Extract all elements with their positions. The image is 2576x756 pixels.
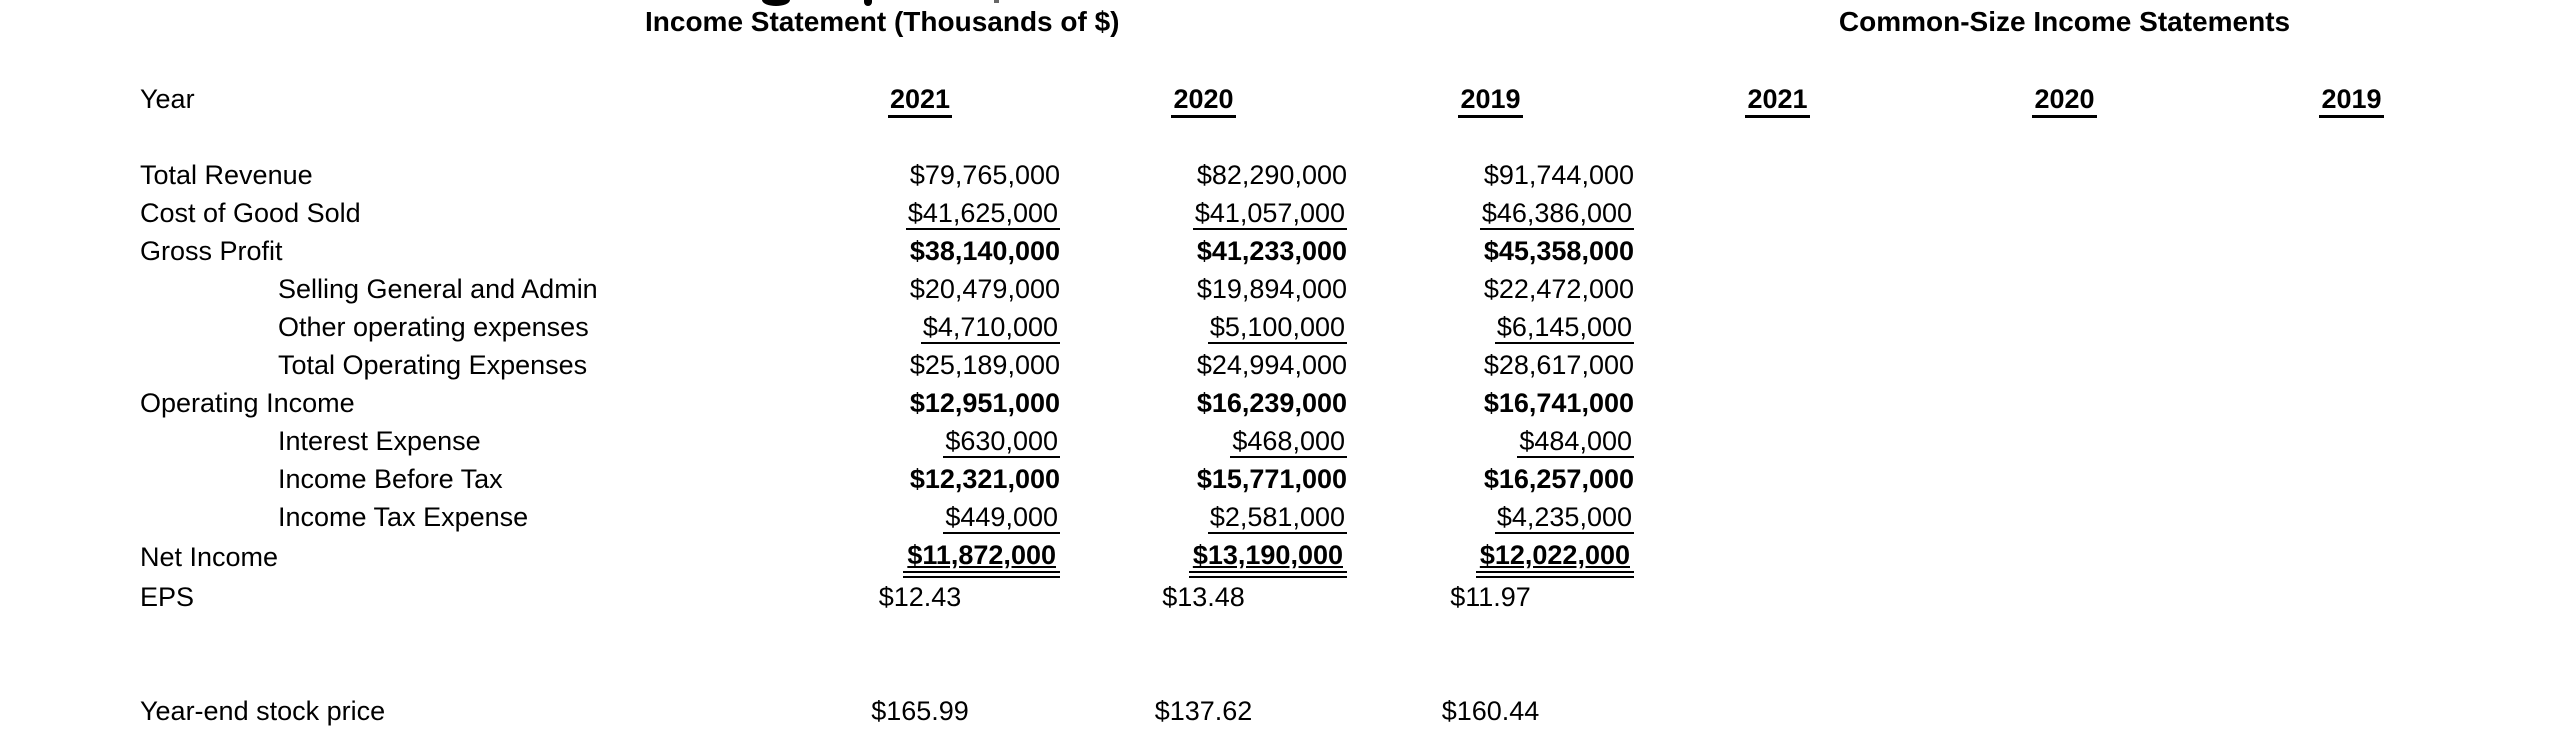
- row-label[interactable]: Net Income: [140, 542, 279, 572]
- cell-2020[interactable]: [1060, 692, 1347, 730]
- cell-2021[interactable]: [780, 422, 1060, 460]
- row-income-before-tax: [0, 460, 2495, 498]
- cell-2021[interactable]: [780, 498, 1060, 536]
- row-label[interactable]: Income Tax Expense: [278, 502, 529, 532]
- row-selling-general-admin: [0, 270, 2495, 308]
- empty-cell: [1921, 498, 2208, 536]
- empty-cell: [1634, 384, 1921, 422]
- cell-value: $11.97: [1450, 582, 1531, 612]
- empty-cell: [1921, 308, 2208, 346]
- empty-cell: [1921, 692, 2208, 730]
- row-label[interactable]: Year-end stock price: [140, 696, 386, 726]
- year-header-value: 2021: [1745, 84, 1809, 118]
- empty-cell: [1634, 460, 1921, 498]
- common-size-year-header-2020[interactable]: [1921, 80, 2208, 118]
- cell-2019[interactable]: [1347, 346, 1634, 384]
- cell-2020[interactable]: [1060, 578, 1347, 616]
- cell-value: $41,625,000: [907, 198, 1058, 228]
- cell-value: $468,000: [1232, 426, 1345, 456]
- empty-cell: [2208, 460, 2495, 498]
- income-statement-table: [0, 80, 2495, 730]
- cell-2020[interactable]: [1060, 498, 1347, 536]
- income-statement-title: Income Statement (Thousands of $): [645, 6, 1120, 37]
- cell-2019[interactable]: [1347, 308, 1634, 346]
- cell-2019[interactable]: [1347, 692, 1634, 730]
- empty-cell: [2208, 308, 2495, 346]
- cell-value: $82,290,000: [1196, 160, 1347, 190]
- cell-value: $46,386,000: [1481, 198, 1632, 228]
- empty-cell: [1921, 422, 2208, 460]
- empty-cell: [1634, 232, 1921, 270]
- cell-value: $12.43: [878, 582, 962, 612]
- empty-cell: [1634, 692, 1921, 730]
- cell-2019[interactable]: [1347, 422, 1634, 460]
- empty-cell: [1634, 194, 1921, 232]
- cell-2021[interactable]: [780, 156, 1060, 194]
- cell-2021[interactable]: [780, 692, 1060, 730]
- empty-cell: [2208, 498, 2495, 536]
- year-header-label[interactable]: Year: [140, 84, 195, 114]
- row-label[interactable]: Other operating expenses: [278, 312, 589, 342]
- empty-cell: [1921, 232, 2208, 270]
- cell-value: $25,189,000: [909, 350, 1060, 380]
- empty-cell: [1921, 270, 2208, 308]
- empty-cell: [2208, 536, 2495, 578]
- cell-2021[interactable]: [780, 578, 1060, 616]
- spacer-row: [0, 654, 2495, 692]
- common-size-year-header-2019[interactable]: [2208, 80, 2495, 118]
- spacer-row: [0, 118, 2495, 156]
- empty-cell: [2208, 346, 2495, 384]
- row-label[interactable]: EPS: [140, 582, 195, 612]
- cell-2021[interactable]: [780, 308, 1060, 346]
- row-income-tax-expense: [0, 498, 2495, 536]
- row-label[interactable]: Interest Expense: [278, 426, 481, 456]
- row-gross-profit: [0, 232, 2495, 270]
- row-net-income: [0, 536, 2495, 578]
- cell-2021[interactable]: [780, 270, 1060, 308]
- cell-value: $24,994,000: [1196, 350, 1347, 380]
- cell-value: $16,239,000: [1196, 388, 1347, 418]
- cell-value: $484,000: [1519, 426, 1632, 456]
- row-year-end-stock-price: [0, 692, 2495, 730]
- cell-2020[interactable]: [1060, 270, 1347, 308]
- year-header-value: 2021: [888, 84, 952, 118]
- cell-value: $449,000: [945, 502, 1058, 532]
- cell-value: $12,951,000: [909, 388, 1060, 418]
- cell-value: $6,145,000: [1496, 312, 1632, 342]
- cell-value: $160.44: [1441, 696, 1540, 726]
- empty-cell: [2208, 578, 2495, 616]
- empty-cell: [2208, 232, 2495, 270]
- cell-value: $91,744,000: [1483, 160, 1634, 190]
- cell-value: $12,321,000: [909, 464, 1060, 494]
- cell-value: $20,479,000: [909, 274, 1060, 304]
- empty-cell: [1921, 536, 2208, 578]
- empty-cell: [2208, 194, 2495, 232]
- cell-2020[interactable]: [1060, 156, 1347, 194]
- empty-cell: [1634, 308, 1921, 346]
- cell-2020[interactable]: [1060, 422, 1347, 460]
- cell-2020[interactable]: [1060, 536, 1347, 578]
- empty-cell: [1921, 578, 2208, 616]
- cell-value: $2,581,000: [1209, 502, 1345, 532]
- cell-value: $22,472,000: [1483, 274, 1634, 304]
- year-header-value: 2019: [1458, 84, 1522, 118]
- cell-value: $19,894,000: [1196, 274, 1347, 304]
- cell-2019[interactable]: [1347, 578, 1634, 616]
- cell-2021[interactable]: [780, 194, 1060, 232]
- cell-2020[interactable]: [1060, 346, 1347, 384]
- spacer-row: [0, 616, 2495, 654]
- empty-cell: [1921, 346, 2208, 384]
- cell-value: $45,358,000: [1483, 236, 1634, 266]
- cell-value: $11,872,000: [903, 540, 1060, 578]
- cell-value: $13.48: [1162, 582, 1245, 612]
- cell-value: $5,100,000: [1209, 312, 1345, 342]
- year-header-value: 2020: [2032, 84, 2096, 118]
- cell-2019[interactable]: [1347, 498, 1634, 536]
- common-size-title: Common-Size Income Statements: [1838, 6, 2291, 37]
- row-interest-expense: [0, 422, 2495, 460]
- empty-cell: [1634, 578, 1921, 616]
- cell-value: $41,057,000: [1194, 198, 1345, 228]
- cell-value: $630,000: [945, 426, 1058, 456]
- cell-value: $12,022,000: [1476, 540, 1634, 578]
- empty-cell: [1634, 156, 1921, 194]
- empty-cell: [1634, 270, 1921, 308]
- row-label[interactable]: Total Revenue: [140, 160, 313, 190]
- cell-value: $28,617,000: [1483, 350, 1634, 380]
- cell-value: $16,741,000: [1483, 388, 1634, 418]
- cell-2021[interactable]: [780, 346, 1060, 384]
- cell-value: $4,235,000: [1496, 502, 1632, 532]
- row-eps: [0, 578, 2495, 616]
- cell-value: $16,257,000: [1483, 464, 1634, 494]
- year-header-2020[interactable]: [1060, 80, 1347, 118]
- empty-cell: [1921, 460, 2208, 498]
- row-label[interactable]: Total Operating Expenses: [278, 350, 588, 380]
- year-header-2019[interactable]: [1347, 80, 1634, 118]
- cell-2020[interactable]: [1060, 308, 1347, 346]
- cell-2019[interactable]: [1347, 460, 1634, 498]
- row-label[interactable]: Selling General and Admin: [278, 274, 598, 304]
- row-label[interactable]: Cost of Good Sold: [140, 198, 361, 228]
- empty-cell: [1921, 384, 2208, 422]
- row-other-operating-expenses: [0, 308, 2495, 346]
- cell-2019[interactable]: [1347, 536, 1634, 578]
- year-header-value: 2019: [2319, 84, 2383, 118]
- cell-value: $13,190,000: [1189, 540, 1347, 578]
- empty-cell: [1634, 498, 1921, 536]
- clipped-top-text-fragment: [994, 0, 999, 3]
- row-total-revenue: [0, 156, 2495, 194]
- cell-value: $38,140,000: [909, 236, 1060, 266]
- row-operating-income: [0, 384, 2495, 422]
- cell-2020[interactable]: [1060, 194, 1347, 232]
- cell-2020[interactable]: [1060, 232, 1347, 270]
- cell-2020[interactable]: [1060, 460, 1347, 498]
- row-total-operating-expenses: [0, 346, 2495, 384]
- year-header-row: [0, 80, 2495, 118]
- cell-2020[interactable]: [1060, 384, 1347, 422]
- cell-2021[interactable]: [780, 232, 1060, 270]
- empty-cell: [2208, 384, 2495, 422]
- cell-2019[interactable]: [1347, 270, 1634, 308]
- row-label[interactable]: Income Before Tax: [278, 464, 503, 494]
- cell-2021[interactable]: [780, 536, 1060, 578]
- empty-cell: [1921, 194, 2208, 232]
- cell-2019[interactable]: [1347, 156, 1634, 194]
- row-cost-of-good-sold: [0, 194, 2495, 232]
- empty-cell: [2208, 422, 2495, 460]
- cell-value: $137.62: [1154, 696, 1253, 726]
- year-header-2021[interactable]: [780, 80, 1060, 118]
- empty-cell: [1634, 536, 1921, 578]
- cell-2019[interactable]: [1347, 232, 1634, 270]
- common-size-year-header-2021[interactable]: [1634, 80, 1921, 118]
- row-label[interactable]: Gross Profit: [140, 236, 283, 266]
- cell-2021[interactable]: [780, 460, 1060, 498]
- row-label[interactable]: Operating Income: [140, 388, 355, 418]
- cell-value: $79,765,000: [909, 160, 1060, 190]
- cell-2019[interactable]: [1347, 384, 1634, 422]
- empty-cell: [1634, 422, 1921, 460]
- empty-cell: [2208, 156, 2495, 194]
- empty-cell: [1921, 156, 2208, 194]
- cell-value: $165.99: [871, 696, 969, 726]
- empty-cell: [1634, 346, 1921, 384]
- cell-2019[interactable]: [1347, 194, 1634, 232]
- empty-cell: [2208, 270, 2495, 308]
- year-header-value: 2020: [1171, 84, 1235, 118]
- empty-cell: [2208, 692, 2495, 730]
- cell-2021[interactable]: [780, 384, 1060, 422]
- cell-value: $4,710,000: [922, 312, 1058, 342]
- cell-value: $41,233,000: [1196, 236, 1347, 266]
- cell-value: $15,771,000: [1196, 464, 1347, 494]
